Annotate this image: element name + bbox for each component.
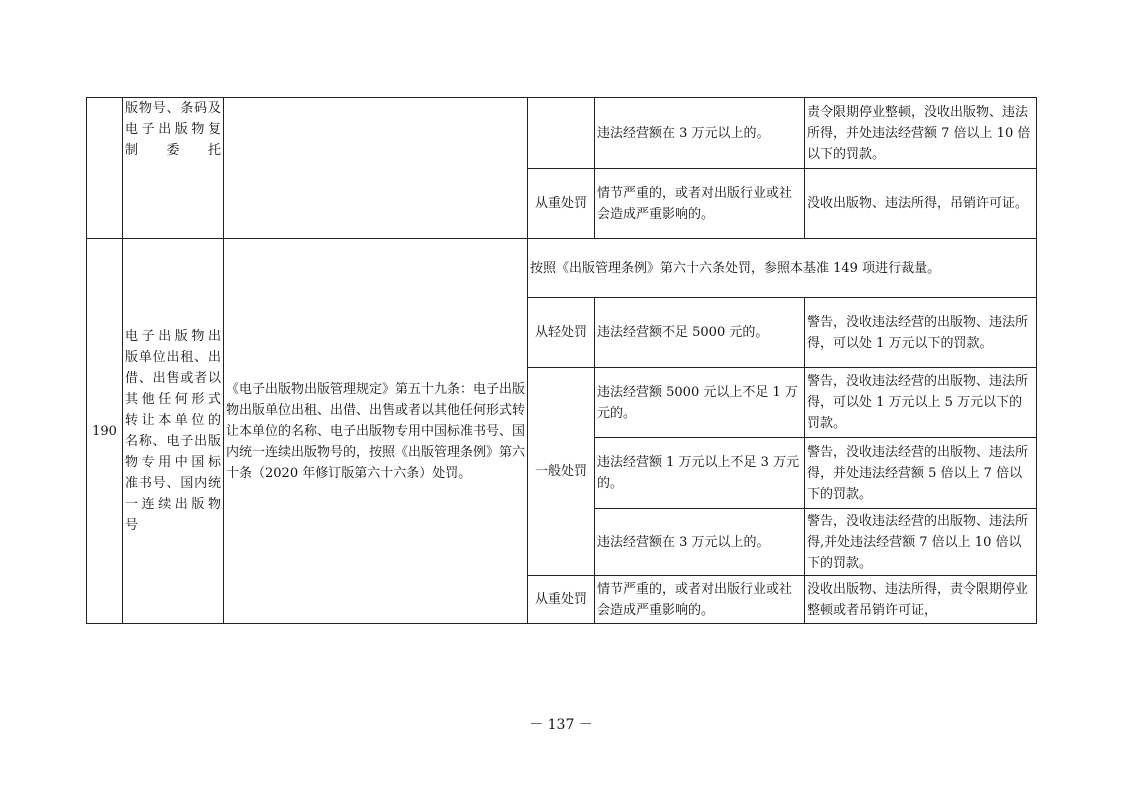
penalty-cell: 责令限期停业整顿，没收出版物、违法所得，并处违法经营额 7 倍以上 10 倍以下的罚款。 <box>805 98 1037 169</box>
condition-cell: 情节严重的，或者对出版行业或社会造成严重影响的。 <box>595 169 805 239</box>
subject-cell-continued <box>123 98 224 239</box>
subject-line: 版单位出租、出 <box>125 350 221 365</box>
penalty-cell: 警告，没收违法经营的出版物、违法所得，可以处 1 万元以下的罚款。 <box>805 298 1037 368</box>
penalty-cell: 警告，没收违法经营的出版物、违法所得，并处违法经营额 5 倍以上 7 倍以下的罚款。 <box>805 438 1037 509</box>
condition-cell: 违法经营额不足 5000 元的。 <box>595 298 805 368</box>
condition-cell: 情节严重的，或者对出版行业或社会造成严重影响的。 <box>595 576 805 624</box>
subject-line: 电子出版物出 <box>125 329 221 344</box>
penalty-cell: 没收出版物、违法所得，责令限期停业整顿或者吊销许可证， <box>805 576 1037 624</box>
level-cell: 一般处罚 <box>528 368 595 576</box>
penalty-table <box>86 97 1037 624</box>
number-cell-continued <box>87 98 123 239</box>
level-cell: 从重处罚 <box>528 576 595 624</box>
penalty-cell: 没收出版物、违法所得，吊销许可证。 <box>805 169 1037 239</box>
penalty-cell: 警告，没收违法经营的出版物、违法所得,并处违法经营额 7 倍以上 10 倍以下的罚款。 <box>805 509 1037 576</box>
subject-line: 号 <box>125 518 139 533</box>
condition-cell: 违法经营额在 3 万元以上的。 <box>595 98 805 169</box>
condition-cell: 违法经营额在 3 万元以上的。 <box>595 509 805 576</box>
reference-note: 按照《出版管理条例》第六十六条处罚，参照本基准 149 项进行裁量。 <box>528 239 1037 298</box>
page-number: － 137 － <box>529 717 593 733</box>
item-number: 190 <box>87 239 123 624</box>
level-cell-empty <box>528 98 595 169</box>
basis-cell-continued <box>224 98 528 239</box>
subject-line: 一连续出版物 <box>125 497 221 512</box>
subject-line: 名称、电子出版 <box>125 434 221 449</box>
subject-line: 其他任何形式 <box>125 392 221 407</box>
penalty-cell: 警告，没收违法经营的出版物、违法所得，可以处 1 万元以上 5 万元以下的罚款。 <box>805 368 1037 438</box>
subject-line: 准书号、国内统 <box>125 476 221 491</box>
condition-cell: 违法经营额 5000 元以上不足 1 万元的。 <box>595 368 805 438</box>
subject-line: 转让本单位的 <box>125 413 221 428</box>
subject-line: 版物号、条码及 <box>125 101 221 116</box>
legal-basis-cell: 《电子出版物出版管理规定》第五十九条：电子出版物出版单位出租、出借、出售或者以其他任何形式转让本单位的名称、电子出版物专用中国标准书号、国内统一连续出版物号的，按照《出版管理条例》第六十条（2020 年修订版第六十六条）处罚。 <box>224 239 528 624</box>
condition-cell: 违法经营额 1 万元以上不足 3 万元的。 <box>595 438 805 509</box>
level-cell: 从轻处罚 <box>528 298 595 368</box>
subject-line: 电子出版物复 <box>125 122 221 137</box>
subject-line: 物专用中国标 <box>125 455 221 470</box>
level-cell: 从重处罚 <box>528 169 595 239</box>
subject-line: 制委托 <box>125 143 221 158</box>
subject-cell-190 <box>123 239 224 624</box>
subject-line: 借、出售或者以 <box>125 371 221 386</box>
